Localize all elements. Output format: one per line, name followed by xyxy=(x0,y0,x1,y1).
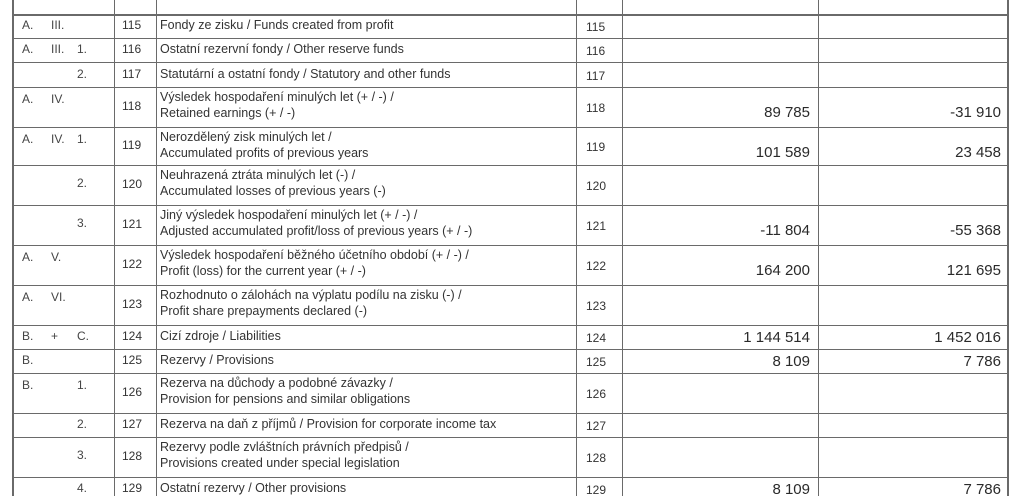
row-number: 120 xyxy=(122,177,143,191)
section-code: A. xyxy=(22,18,34,32)
row-divider xyxy=(12,205,1008,206)
row-number: 119 xyxy=(122,138,142,152)
row-number: 116 xyxy=(122,42,142,56)
current-period-value: 8 109 xyxy=(772,480,810,498)
row-number: 125 xyxy=(122,353,143,367)
row-number: 117 xyxy=(122,66,142,81)
item-code: 2. xyxy=(77,417,88,431)
row-description: Profit (loss) for the current year (+ / -) xyxy=(160,264,366,278)
row-number: 123 xyxy=(122,297,143,311)
row-description: Výsledek hospodaření běžného účetního období (+ / -) / xyxy=(160,248,469,262)
row-description: Cizí zdroje / Liabilities xyxy=(160,329,281,343)
row-description: Accumulated profits of previous years xyxy=(160,146,369,160)
row-description: Ostatní rezervní fondy / Other reserve funds xyxy=(160,42,404,56)
line-number: 122 xyxy=(586,259,607,273)
row-divider xyxy=(12,325,1008,326)
row-description: Jiný výsledek hospodaření minulých let (+ / -) / xyxy=(160,208,418,222)
row-description: Neuhrazená ztráta minulých let (-) / xyxy=(160,168,356,182)
item-code: 3. xyxy=(77,216,88,230)
line-number: 124 xyxy=(586,331,607,345)
row-number: 122 xyxy=(122,257,143,271)
row-description: Adjusted accumulated profit/loss of previous years (+ / -) xyxy=(160,224,473,238)
row-description: Profit share prepayments declared (-) xyxy=(160,304,368,318)
line-number: 116 xyxy=(586,44,606,58)
current-period-value: 89 785 xyxy=(764,104,810,121)
column-divider xyxy=(114,0,115,496)
item-code: 4. xyxy=(77,480,88,495)
row-divider xyxy=(12,245,1008,246)
column-divider xyxy=(576,0,577,496)
current-period-value: 8 109 xyxy=(772,353,810,370)
column-divider xyxy=(622,0,623,496)
row-description: Statutární a ostatní fondy / Statutory and other funds xyxy=(160,66,451,81)
item-code: 1. xyxy=(77,378,88,392)
row-description: Retained earnings (+ / -) xyxy=(160,106,296,120)
row-divider xyxy=(12,62,1008,63)
previous-period-value: -31 910 xyxy=(950,104,1001,121)
row-divider xyxy=(12,127,1008,128)
line-number: 123 xyxy=(586,299,607,313)
subsection-code: III. xyxy=(51,42,65,56)
section-code: B. xyxy=(22,353,34,367)
item-code: 2. xyxy=(77,66,88,81)
row-divider xyxy=(12,14,1008,16)
row-description: Ostatní rezervy / Other provisions xyxy=(160,480,347,495)
row-description: Nerozdělený zisk minulých let / xyxy=(160,130,332,144)
subsection-code: VI. xyxy=(51,290,66,304)
previous-period-value: 23 458 xyxy=(955,144,1001,161)
row-divider xyxy=(12,437,1008,438)
column-divider xyxy=(156,0,157,496)
current-period-value: -11 804 xyxy=(760,222,810,239)
row-divider xyxy=(12,165,1008,166)
row-number: 127 xyxy=(122,417,143,431)
row-description: Accumulated losses of previous years (-) xyxy=(160,184,386,198)
item-code: 1. xyxy=(77,132,88,146)
row-number: 126 xyxy=(122,385,143,399)
row-description: Výsledek hospodaření minulých let (+ / -) / xyxy=(160,90,394,104)
current-period-value: 101 589 xyxy=(755,144,810,161)
row-divider xyxy=(12,38,1008,39)
row-divider xyxy=(12,87,1008,88)
line-number: 127 xyxy=(586,419,607,433)
row-number: 128 xyxy=(122,449,143,463)
item-code: 2. xyxy=(77,176,88,190)
item-code: 1. xyxy=(77,42,88,56)
section-code: A. xyxy=(22,92,34,106)
row-number: 121 xyxy=(122,217,143,231)
section-code: B. xyxy=(22,329,34,343)
row-divider xyxy=(12,373,1008,374)
previous-period-value: 7 786 xyxy=(963,480,1001,498)
subsection-code: IV. xyxy=(51,132,65,146)
line-number: 118 xyxy=(586,101,606,115)
row-description: Rezervy podle zvláštních právních předpisů / xyxy=(160,440,409,454)
previous-period-value: -55 368 xyxy=(950,222,1001,239)
subsection-code: + xyxy=(51,329,59,343)
previous-period-value: 7 786 xyxy=(963,353,1001,370)
row-divider xyxy=(12,413,1008,414)
row-description: Rezerva na daň z příjmů / Provision for corporate income tax xyxy=(160,417,497,431)
previous-period-value: 1 452 016 xyxy=(934,329,1001,346)
row-description: Rezerva na důchody a podobné závazky / xyxy=(160,376,393,390)
line-number: 117 xyxy=(586,68,606,83)
subsection-code: IV. xyxy=(51,92,65,106)
line-number: 120 xyxy=(586,179,607,193)
line-number: 126 xyxy=(586,387,607,401)
row-divider xyxy=(12,285,1008,286)
subsection-code: III. xyxy=(51,18,65,32)
section-code: A. xyxy=(22,132,34,146)
row-number: 124 xyxy=(122,329,143,343)
column-divider xyxy=(12,0,14,496)
item-code: C. xyxy=(77,329,89,343)
line-number: 128 xyxy=(586,451,607,465)
row-number: 129 xyxy=(122,480,143,495)
current-period-value: 1 144 514 xyxy=(743,329,810,346)
item-code: 3. xyxy=(77,448,88,462)
row-divider xyxy=(12,477,1008,478)
current-period-value: 164 200 xyxy=(755,262,810,279)
column-divider xyxy=(1007,0,1009,496)
line-number: 125 xyxy=(586,355,607,369)
previous-period-value: 121 695 xyxy=(946,262,1001,279)
line-number: 115 xyxy=(586,20,606,34)
row-description: Provision for pensions and similar obligations xyxy=(160,392,411,406)
subsection-code: V. xyxy=(51,250,62,264)
section-code: A. xyxy=(22,42,34,56)
row-description: Rozhodnuto o zálohách na výplatu podílu na zisku (-) / xyxy=(160,288,462,302)
line-number: 121 xyxy=(586,219,607,233)
line-number: 129 xyxy=(586,482,607,497)
row-number: 115 xyxy=(122,18,142,32)
row-divider xyxy=(12,349,1008,350)
line-number: 119 xyxy=(586,140,606,154)
row-description: Rezervy / Provisions xyxy=(160,353,274,367)
row-number: 118 xyxy=(122,99,142,113)
section-code: A. xyxy=(22,250,34,264)
section-code: B. xyxy=(22,378,34,392)
section-code: A. xyxy=(22,290,34,304)
column-divider xyxy=(818,0,819,496)
row-description: Fondy ze zisku / Funds created from profit xyxy=(160,18,394,32)
row-description: Provisions created under special legislation xyxy=(160,456,400,470)
